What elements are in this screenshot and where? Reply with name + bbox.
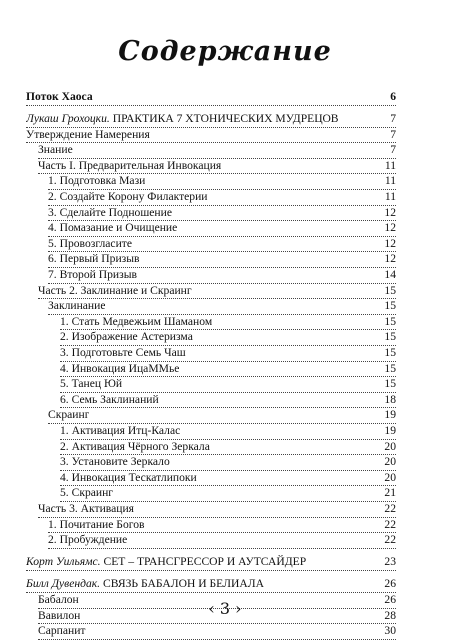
toc-entry xyxy=(26,345,396,361)
toc-entry xyxy=(26,454,396,470)
toc-entry-label: Сарпанит xyxy=(38,624,86,638)
toc-entry-author: Билл Дувендак. xyxy=(26,577,101,591)
toc-entry-title xyxy=(48,173,145,189)
toc-entry-label: 5. Танец Юй xyxy=(60,377,123,391)
toc-entry-page: 11 xyxy=(384,158,396,172)
toc-entry-title xyxy=(60,361,179,377)
toc-entry-title xyxy=(26,111,339,127)
table-of-contents xyxy=(26,89,396,639)
toc-entry-title xyxy=(48,189,208,205)
toc-entry-label: 5. Провозгласите xyxy=(48,236,132,250)
toc-entry-page: 19 xyxy=(384,423,396,437)
toc-entry-page: 7 xyxy=(390,112,396,126)
toc-entry-page: 7 xyxy=(390,143,396,157)
toc-entry-label: 3. Сделайте Подношение xyxy=(48,205,172,219)
toc-entry-label: 1. Почитание Богов xyxy=(48,517,145,531)
toc-entry-author: Корт Уильямс. xyxy=(26,555,101,569)
toc-entry-page: 26 xyxy=(384,577,396,591)
toc-entry-title xyxy=(48,236,132,252)
toc-entry-label: 3. Установите Зеркало xyxy=(60,455,170,469)
toc-entry-label: Часть 3. Активация xyxy=(38,501,135,515)
toc-entry xyxy=(26,314,396,330)
toc-entry-label: 4. Инвокация Тескатлипоки xyxy=(60,470,197,484)
toc-entry xyxy=(26,576,396,592)
toc-entry-label: 2. Активация Чёрного Зеркала xyxy=(60,439,210,453)
toc-entry-label: 1. Активация Итц-Калас xyxy=(60,423,181,437)
toc-entry-title xyxy=(60,423,180,439)
toc-entry xyxy=(26,298,396,314)
toc-entry xyxy=(26,89,396,105)
toc-entry-page: 22 xyxy=(384,501,396,515)
toc-entry-label: 1. Стать Медвежьим Шаманом xyxy=(60,314,213,328)
toc-entry-page: 14 xyxy=(384,268,396,282)
toc-entry-page: 12 xyxy=(384,205,396,219)
toc-entry-page: 30 xyxy=(384,624,396,638)
toc-entry-title xyxy=(60,345,186,361)
toc-entry-label: Знание xyxy=(38,143,73,157)
toc-entry xyxy=(26,111,396,127)
toc-entry xyxy=(26,485,396,501)
toc-entry-title xyxy=(26,89,93,105)
toc-entry-label: 2. Изображение Астеризма xyxy=(60,330,193,344)
toc-entry-title xyxy=(48,267,137,283)
toc-entry-label: ПРАКТИКА 7 ХТОНИЧЕСКИХ МУДРЕЦОВ xyxy=(109,112,339,126)
toc-entry-page: 20 xyxy=(384,455,396,469)
toc-entry-label: 3. Подготовьте Семь Чаш xyxy=(60,346,186,359)
toc-entry-label: Поток Хаоса xyxy=(26,90,93,103)
toc-entry-title xyxy=(60,314,212,330)
toc-entry-title xyxy=(60,470,197,486)
toc-entry-label: Бабалон xyxy=(38,592,79,606)
toc-entry-label: 1. Подготовка Мази xyxy=(48,174,146,188)
toc-entry-title xyxy=(26,127,150,143)
toc-entry xyxy=(26,554,396,570)
toc-entry-page: 15 xyxy=(384,330,396,344)
toc-entry-title xyxy=(48,220,177,236)
toc-entry-page: 7 xyxy=(390,127,396,141)
toc-entry xyxy=(26,329,396,345)
toc-entry xyxy=(26,283,396,299)
toc-entry-page: 15 xyxy=(384,299,396,313)
toc-entry-title xyxy=(48,298,105,314)
toc-entry-label: 2. Создайте Корону Филактерии xyxy=(48,190,208,204)
page-title: Содержание xyxy=(118,36,332,67)
toc-entry-title xyxy=(48,205,172,221)
toc-entry-page: 22 xyxy=(384,517,396,531)
toc-entry xyxy=(26,392,396,408)
toc-entry-page: 15 xyxy=(384,314,396,328)
toc-entry-title xyxy=(60,376,122,392)
toc-entry-label: Скраинг xyxy=(48,408,90,422)
toc-entry-title xyxy=(38,623,86,639)
toc-entry xyxy=(26,501,396,517)
toc-entry xyxy=(26,205,396,221)
toc-entry-page: 22 xyxy=(384,533,396,547)
toc-entry-label: 6. Семь Заклинаний xyxy=(60,392,159,406)
toc-entry xyxy=(26,423,396,439)
toc-entry xyxy=(26,439,396,455)
toc-entry-page: 6 xyxy=(390,90,396,103)
toc-entry xyxy=(26,267,396,283)
toc-entry-title xyxy=(60,329,193,345)
toc-entry-page: 15 xyxy=(384,377,396,391)
toc-entry-label: 5. Скраинг xyxy=(60,486,114,500)
toc-entry-title xyxy=(38,501,134,517)
toc-entry-title xyxy=(60,439,210,455)
toc-entry-title xyxy=(60,454,170,470)
toc-entry xyxy=(26,517,396,533)
toc-entry-title xyxy=(38,283,192,299)
toc-entry-page: 20 xyxy=(384,470,396,484)
toc-entry-page: 11 xyxy=(384,174,396,188)
toc-entry xyxy=(26,173,396,189)
toc-entry-page: 12 xyxy=(384,221,396,235)
toc-entry-label: 7. Второй Призыв xyxy=(48,268,137,282)
toc-entry-page: 28 xyxy=(384,608,396,622)
toc-entry-page: 18 xyxy=(384,392,396,406)
toc-entry xyxy=(26,158,396,174)
toc-entry-label: Вавилон xyxy=(38,608,81,622)
toc-entry xyxy=(26,220,396,236)
toc-entry-title xyxy=(48,251,140,267)
toc-entry-page: 15 xyxy=(384,283,396,297)
toc-entry-page: 15 xyxy=(384,361,396,375)
toc-entry xyxy=(26,142,396,158)
toc-entry-title xyxy=(26,576,264,592)
toc-entry xyxy=(26,623,396,639)
toc-entry-page: 20 xyxy=(384,439,396,453)
toc-entry-label: СЕТ – ТРАНСГРЕССОР И АУТСАЙДЕР xyxy=(100,555,307,569)
toc-entry-page: 11 xyxy=(384,190,396,204)
toc-entry-title xyxy=(38,158,221,174)
toc-entry xyxy=(26,236,396,252)
toc-entry-label: Утверждение Намерения xyxy=(26,127,150,141)
toc-entry xyxy=(26,407,396,423)
toc-entry xyxy=(26,127,396,143)
toc-entry-page: 23 xyxy=(384,555,396,569)
toc-entry-label: СВЯЗЬ БАБАЛОН И БЕЛИАЛА xyxy=(100,577,264,591)
toc-entry xyxy=(26,189,396,205)
toc-entry-page: 21 xyxy=(384,486,396,500)
toc-entry xyxy=(26,251,396,267)
toc-entry xyxy=(26,361,396,377)
toc-entry-label: 2. Пробуждение xyxy=(48,533,128,547)
toc-entry-label: 4. Помазание и Очищение xyxy=(48,221,178,235)
toc-entry xyxy=(26,470,396,486)
toc-entry xyxy=(26,532,396,548)
toc-entry-label: Часть 2. Заклинание и Скраинг xyxy=(38,283,192,297)
toc-entry-page: 26 xyxy=(384,592,396,606)
toc-entry-title xyxy=(60,485,113,501)
toc-entry-page: 12 xyxy=(384,236,396,250)
toc-entry-author: Лукаш Грохоцки. xyxy=(26,112,110,126)
toc-entry-title xyxy=(38,142,73,158)
toc-entry-label: Заклинание xyxy=(48,299,106,313)
toc-entry-page: 15 xyxy=(384,346,396,359)
toc-entry-page: 12 xyxy=(384,252,396,266)
toc-entry-page: 19 xyxy=(384,408,396,422)
toc-entry-title xyxy=(26,554,306,570)
toc-entry-label: 4. Инвокация ИцаММье xyxy=(60,361,180,375)
toc-entry-title xyxy=(48,517,145,533)
toc-entry xyxy=(26,376,396,392)
toc-entry-title xyxy=(48,532,127,548)
toc-entry-label: Часть I. Предварительная Инвокация xyxy=(38,158,222,172)
page-number: ‹ 3 › xyxy=(208,599,242,618)
toc-entry-title xyxy=(48,407,89,423)
toc-entry-title xyxy=(60,392,159,408)
toc-entry-label: 6. Первый Призыв xyxy=(48,252,140,266)
